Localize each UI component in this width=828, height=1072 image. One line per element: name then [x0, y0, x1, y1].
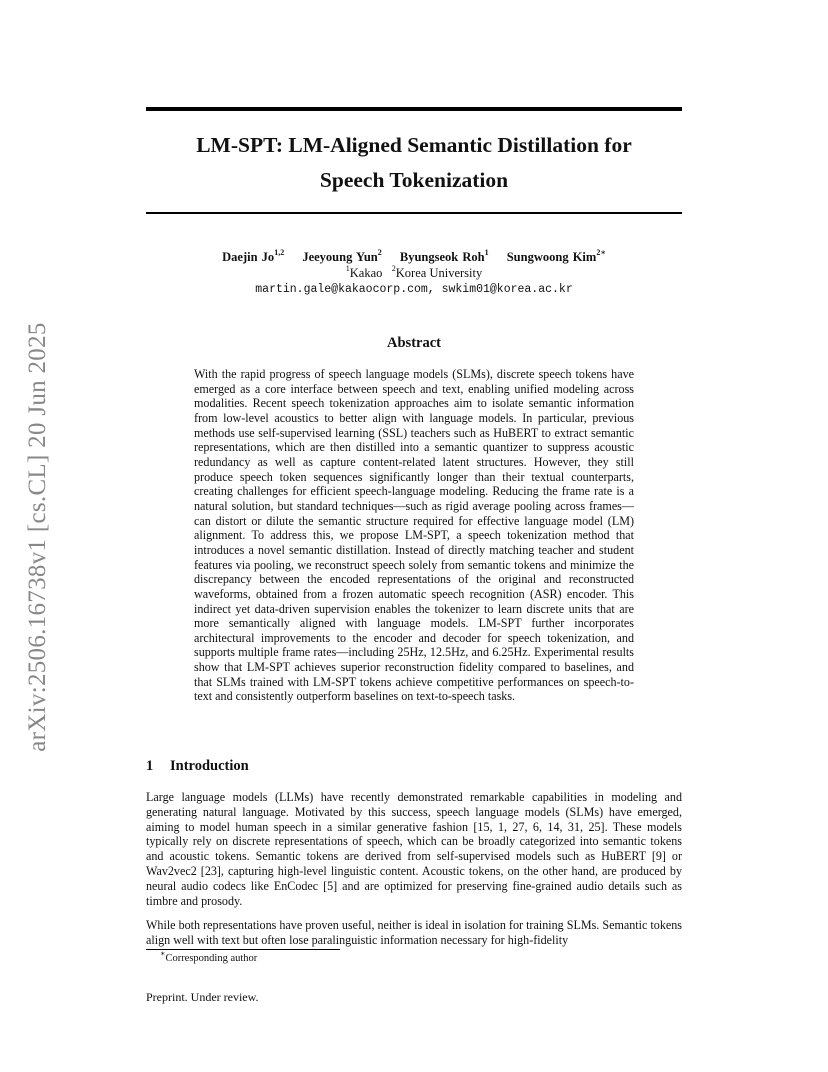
affiliation-name: Korea University: [395, 266, 483, 280]
title-line-1: LM-SPT: LM-Aligned Semantic Distillation for: [196, 133, 632, 157]
footnote-marker: ∗: [160, 948, 166, 958]
abstract-text: With the rapid progress of speech language models (SLMs), discrete speech tokens have emerged as a core interface between speech and text, enabling unified modeling across modalities. Recent speech tokenization approaches aim to isolate semantic information from low-level acoustics to better align with language models. In particular, previous methods use self-supervised learning (SSL) teachers such as HuBERT to extract semantic representations, which are then distilled into a semantic quantizer to suppress acoustic redundancy as well as capture content-related latent structures. However, they still produce speech token sequences significantly longer than their textual counterparts, creating challenges for efficient speech-language modeling. Reducing the frame rate is a natural solution, but standard techniques—such as rigid average pooling across frames—can distort or dilute the semantic structure required for effective language model (LM) alignment. To address this, we propose LM-SPT, a speech tokenization method that introduces a novel semantic distillation. Instead of directly matching teacher and student features via pooling, we reconstruct speech solely from semantic tokens and minimize the discrepancy between the encoded representations of the original and reconstructed waveforms, obtained from a frozen automatic speech recognition (ASR) encoder. This indirect yet data-driven supervision enables the tokenizer to learn discrete units that are more semantically aligned with language models. LM-SPT further incorporates architectural improvements to the encoder and decoder for speech tokenization, and supports multiple frame rates—including 25Hz, 12.5Hz, and 6.25Hz. Experimental results show that LM-SPT achieves superior reconstruction fidelity compared to baselines, and that SLMs trained with LM-SPT tokens achieve competitive performances on speech-to-text and consistently outperform baselines on text-to-speech tasks.: [194, 367, 634, 704]
author-name: Daejin Jo: [222, 250, 275, 264]
author-affil-mark: 1,2: [274, 247, 285, 257]
footnote-text: Corresponding author: [165, 953, 258, 964]
preprint-notice: Preprint. Under review.: [146, 990, 259, 1004]
author-name: Byungseok Roh: [399, 250, 485, 264]
author-name: Sungwoong Kim: [506, 250, 597, 264]
footnote: [160, 948, 660, 966]
affiliation-mark: 1: [345, 263, 350, 273]
section-heading-introduction: [146, 756, 682, 776]
author-list: [146, 248, 682, 266]
footnote-rule: [146, 949, 340, 950]
title-line-2: Speech Tokenization: [319, 168, 509, 192]
author-name: Jeeyoung Yun: [302, 250, 378, 264]
abstract-heading: Abstract: [387, 335, 441, 351]
intro-paragraph-2: While both representations have proven useful, neither is ideal in isolation for training SLMs. Semantic tokens align well with text but often lose paralinguistic information necessary for high-fidelity: [146, 918, 682, 947]
arxiv-id-text: arXiv:2506.16738v1 [cs.CL] 20 Jun 2025: [24, 322, 51, 752]
author-affil-mark: 1: [484, 247, 489, 257]
title-top-rule: [146, 107, 682, 111]
intro-paragraph-1: Large language models (LLMs) have recently demonstrated remarkable capabilities in modeling and generating natural language. Motivated by this success, speech language models (SLMs) have emerged, aiming to model human speech in a similar generative fashion [15, 1, 27, 6, 14, 31, 25]. These models typically rely on discrete representations of speech, which can be broadly categorized into semantic tokens and acoustic tokens. Semantic tokens are derived from self-supervised models such as HuBERT [9] or Wav2vec2 [23], capturing high-level linguistic content. Acoustic tokens, on the other hand, are produced by neural audio codecs like EnCodec [5] and are optimized for preserving fine-grained audio details such as timbre and prosody.: [146, 790, 682, 908]
author-emails: martin.gale@kakaocorp.com, swkim01@korea.ac.kr: [255, 283, 573, 296]
affiliation-name: Kakao: [349, 266, 383, 280]
paper-title: [146, 128, 682, 198]
affiliation-list: [146, 265, 682, 282]
section-title: Introduction: [170, 758, 249, 774]
author-affil-mark: 2: [377, 247, 382, 257]
author-affil-mark: 2∗: [596, 247, 606, 257]
title-bottom-rule: [146, 212, 682, 214]
section-number: 1: [146, 758, 154, 774]
affiliation-mark: 2: [391, 263, 396, 273]
